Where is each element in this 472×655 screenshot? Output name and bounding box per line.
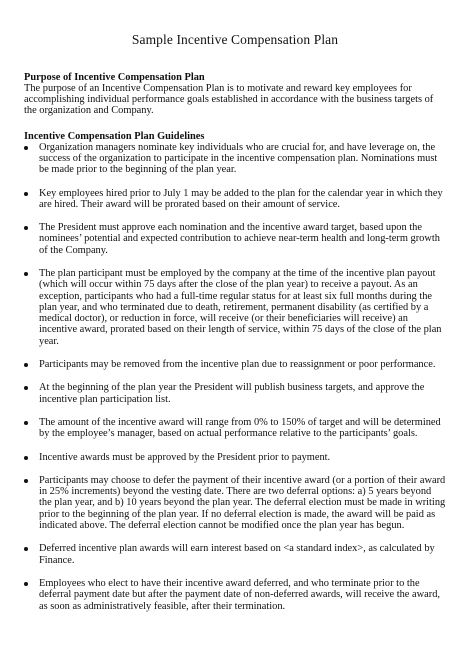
purpose-paragraph: The purpose of an Incentive Compensation Plan is to motivate and reward key employees for accomplishing individual performance goals established in accordance with the business targets of the organization and Company.	[24, 83, 434, 117]
guideline-text: Organization managers nominate key individuals who are crucial for, and have leverage on, the success of the organization to participate in the incentive compensation plan. Nominations must be made prior to the beginning of the plan year.	[39, 141, 438, 176]
bullet-icon	[24, 386, 28, 390]
bullet-icon	[24, 479, 28, 483]
guideline-text: The President must approve each nomination and the incentive award target, based upon the nominees’ potential and expected contribution to achieve near-term health and long-term growth of the Company.	[39, 222, 440, 256]
guideline-item	[24, 475, 446, 531]
guideline-text: Participants may be removed from the incentive plan due to reassignment or poor performance.	[39, 359, 436, 371]
bullet-icon	[24, 363, 28, 367]
document-title: Sample Incentive Compensation Plan	[131, 32, 339, 47]
bullet-icon	[24, 582, 28, 586]
guideline-item	[24, 268, 446, 347]
guideline-text: The plan participant must be employed by the company at the time of the incentive plan payout (which will occur within 75 days after the close of the plan year) to receive a payout. As an exception, participants who had a full-time regular status for at least six full months during the plan year, and who terminated due to death, retirement, permanent disability (as certified by a medical doctor), or reduction in force, will receive (or their beneficiaries will receive) an incentive award, prorated based on their length of service, within 75 days of the close of the plan year.	[39, 267, 442, 347]
bullet-icon	[24, 146, 28, 150]
guideline-text: At the beginning of the plan year the President will publish business targets, and approve the incentive plan participation list.	[39, 382, 425, 405]
guideline-text: Key employees hired prior to July 1 may be added to the plan for the calendar year in which they are hired. Their award will be prorated based on their amount of service.	[39, 187, 443, 210]
bullet-icon	[24, 547, 28, 551]
guideline-item	[24, 142, 446, 176]
guideline-item	[24, 222, 446, 256]
bullet-icon	[24, 226, 28, 230]
guideline-text: Participants may choose to defer the payment of their incentive award (or a portion of their award in 25% increments) beyond the vesting date. There are two deferral options: a) 5 years beyond the plan year, and b) 10 years beyond the plan year. The deferral election must be made in writing prior to the beginning of the plan year. If no deferral election is made, the award will be paid as indicated above. The deferral election cannot be modified once the plan year has begun.	[39, 474, 446, 532]
guideline-item	[24, 188, 446, 211]
guideline-item	[24, 382, 446, 405]
guidelines-list	[24, 142, 446, 612]
guideline-item	[24, 417, 446, 440]
guideline-item	[24, 359, 446, 370]
bullet-icon	[24, 272, 28, 276]
guidelines-heading: Incentive Compensation Plan Guidelines	[24, 130, 205, 142]
guideline-item	[24, 543, 446, 566]
guideline-item	[24, 578, 446, 612]
guideline-text: Incentive awards must be approved by the President prior to payment.	[39, 451, 331, 463]
bullet-icon	[24, 456, 28, 460]
guideline-text: The amount of the incentive award will range from 0% to 150% of target and will be determined by the employee’s manager, based on actual performance relative to the participants’ goals.	[39, 416, 441, 440]
bullet-icon	[24, 192, 28, 196]
bullet-icon	[24, 421, 28, 425]
guideline-item	[24, 452, 446, 463]
purpose-heading: Purpose of Incentive Compensation Plan	[24, 72, 205, 83]
guideline-text: Employees who elect to have their incentive award deferred, and who terminate prior to the deferral payment date but after the payment date of non-deferred awards, will receive the award, as soon as administratively feasible, after their termination.	[39, 577, 440, 612]
guideline-text: Deferred incentive plan awards will earn interest based on <a standard index>, as calculated by Finance.	[39, 543, 435, 566]
